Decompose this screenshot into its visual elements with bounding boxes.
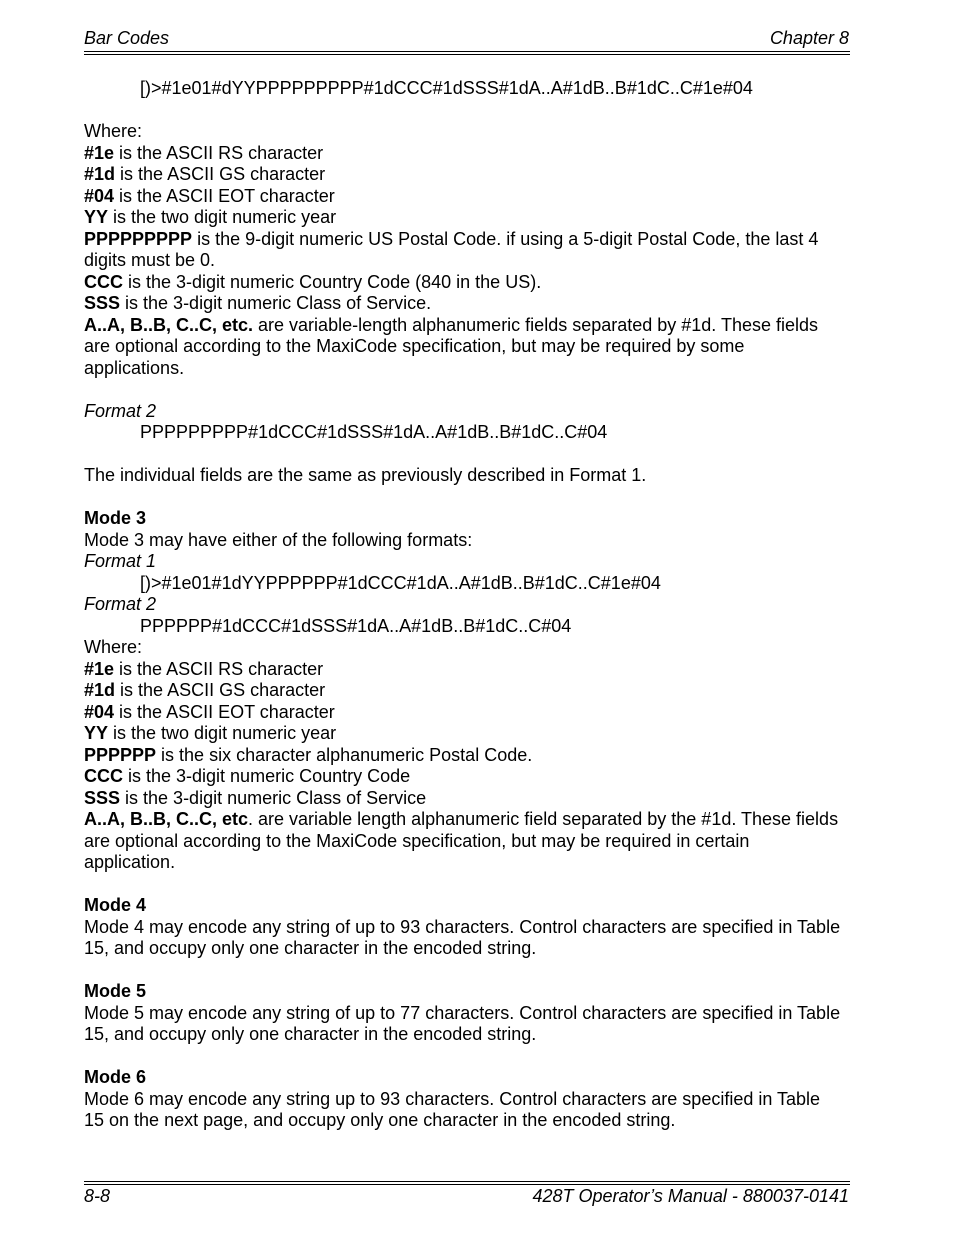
- def-term: PPPPPP: [84, 744, 157, 765]
- manual-title: 428T Operator’s Manual - 880037-0141: [532, 1186, 849, 1206]
- def-term: A..A, B..B, C..C, etc: [84, 809, 249, 829]
- def-term: #1d: [84, 680, 116, 700]
- def-term: SSS: [84, 293, 121, 313]
- mode2-format1-code: [)>#1e01#dYYPPPPPPPPP#1dCCC#1dSSS#1dA..A#1dB..B#1dC..C#1e#04: [140, 78, 753, 98]
- mode5-heading: Mode 5: [84, 981, 147, 1001]
- def-term: YY: [84, 207, 109, 227]
- def-term: #04: [84, 185, 115, 206]
- def-text: is the ASCII EOT character: [114, 185, 335, 206]
- mode3-def-postal: [84, 745, 844, 767]
- mode2-def-eot: [84, 186, 844, 208]
- def-text: is the 3-digit numeric Country Code (840 in the US).: [123, 271, 542, 292]
- mode3-where: Where:: [84, 637, 143, 657]
- page-footer: [84, 1186, 849, 1207]
- def-term: #1e: [84, 142, 115, 163]
- def-term: PPPPPPPPP: [84, 228, 193, 249]
- spacer: [84, 1046, 844, 1068]
- spacer: [84, 379, 844, 401]
- def-text: is the two digit numeric year: [108, 723, 337, 743]
- mode2-def-year: [84, 207, 844, 229]
- mode2-def-postal: [84, 229, 844, 272]
- mode2-def-gs: [84, 164, 844, 186]
- mode2-def-service: [84, 293, 844, 315]
- def-text: is the ASCII GS character: [115, 164, 326, 184]
- def-text: is the 3-digit numeric Class of Service: [120, 787, 427, 808]
- mode3-format2-label: Format 2: [84, 594, 157, 614]
- footer-rule: [84, 1181, 850, 1182]
- def-term: #1d: [84, 164, 116, 184]
- page-number: 8-8: [84, 1186, 111, 1206]
- page-body: [84, 78, 844, 1132]
- mode2-def-rs: [84, 143, 844, 165]
- mode2-format2-code: PPPPPPPPP#1dCCC#1dSSS#1dA..A#1dB..B#1dC..C#04: [140, 422, 608, 442]
- def-text: is the ASCII RS character: [114, 658, 324, 679]
- mode3-intro: Mode 3 may have either of the following formats:: [84, 529, 473, 550]
- mode3-def-gs: [84, 680, 844, 702]
- def-text: . are variable length alphanumeric field separated by the #1d. These fields are optional according to the MaxiCode specification, but may be required in certain application.: [84, 809, 839, 872]
- mode3-def-rs: [84, 659, 844, 681]
- mode3-format1-label: Format 1: [84, 551, 157, 571]
- page-header: [84, 28, 849, 49]
- mode2-def-fields: [84, 315, 844, 380]
- def-text: is the 9-digit numeric US Postal Code. if using a 5-digit Postal Code, the last 4 digits must be 0.: [84, 228, 819, 270]
- mode4-heading: Mode 4: [84, 895, 147, 915]
- def-text: is the 3-digit numeric Class of Service.: [120, 293, 432, 313]
- mode3-def-year: [84, 723, 844, 745]
- header-rule: [84, 51, 850, 52]
- def-term: CCC: [84, 766, 123, 786]
- header-chapter: Chapter 8: [769, 28, 849, 48]
- mode2-same-note: The individual fields are the same as previously described in Format 1.: [84, 465, 647, 485]
- def-term: #1e: [84, 658, 115, 679]
- footer-rule-double: [84, 1184, 850, 1185]
- def-text: is the 3-digit numeric Country Code: [123, 766, 411, 786]
- mode5-text: Mode 5 may encode any string of up to 77 characters. Control characters are specified in Table 15, and occupy only one character in the encoded string.: [84, 1002, 841, 1044]
- spacer: [84, 444, 844, 466]
- spacer: [84, 960, 844, 982]
- def-term: CCC: [84, 271, 123, 292]
- def-term: SSS: [84, 787, 121, 808]
- mode3-def-country: [84, 766, 844, 788]
- def-text: is the ASCII GS character: [115, 680, 326, 700]
- def-text: is the ASCII RS character: [114, 142, 324, 163]
- mode6-text: Mode 6 may encode any string up to 93 characters. Control characters are specified in Table 15 on the next page, and occupy only one character in the encoded string.: [84, 1088, 821, 1130]
- def-text: is the six character alphanumeric Postal Code.: [156, 744, 533, 765]
- def-term: A..A, B..B, C..C, etc.: [84, 314, 254, 335]
- header-rule-double: [84, 54, 850, 55]
- def-term: YY: [84, 723, 109, 743]
- mode3-def-service: [84, 788, 844, 810]
- mode3-heading: Mode 3: [84, 508, 147, 528]
- def-text: are variable-length alphanumeric fields separated by #1d. These fields are optional according to the MaxiCode specification, but may be required by some applications.: [84, 314, 819, 378]
- mode3-format1-code: [)>#1e01#1dYYPPPPPP#1dCCC#1dA..A#1dB..B#1dC..C#1e#04: [140, 572, 661, 593]
- mode2-format2-label: Format 2: [84, 400, 157, 421]
- mode4-text: Mode 4 may encode any string of up to 93 characters. Control characters are specified in Table 15, and occupy only one character in the encoded string.: [84, 916, 841, 958]
- mode3-format2-code: PPPPPP#1dCCC#1dSSS#1dA..A#1dB..B#1dC..C#04: [140, 615, 572, 636]
- spacer: [84, 874, 844, 896]
- header-section-title: Bar Codes: [84, 28, 170, 48]
- def-term: #04: [84, 701, 115, 722]
- mode3-def-fields: [84, 809, 844, 874]
- mode2-where: Where:: [84, 121, 143, 141]
- mode6-heading: Mode 6: [84, 1067, 147, 1087]
- def-text: is the two digit numeric year: [108, 207, 337, 227]
- mode3-def-eot: [84, 702, 844, 724]
- spacer: [84, 100, 844, 122]
- mode2-def-country: [84, 272, 844, 294]
- def-text: is the ASCII EOT character: [114, 701, 335, 722]
- spacer: [84, 487, 844, 509]
